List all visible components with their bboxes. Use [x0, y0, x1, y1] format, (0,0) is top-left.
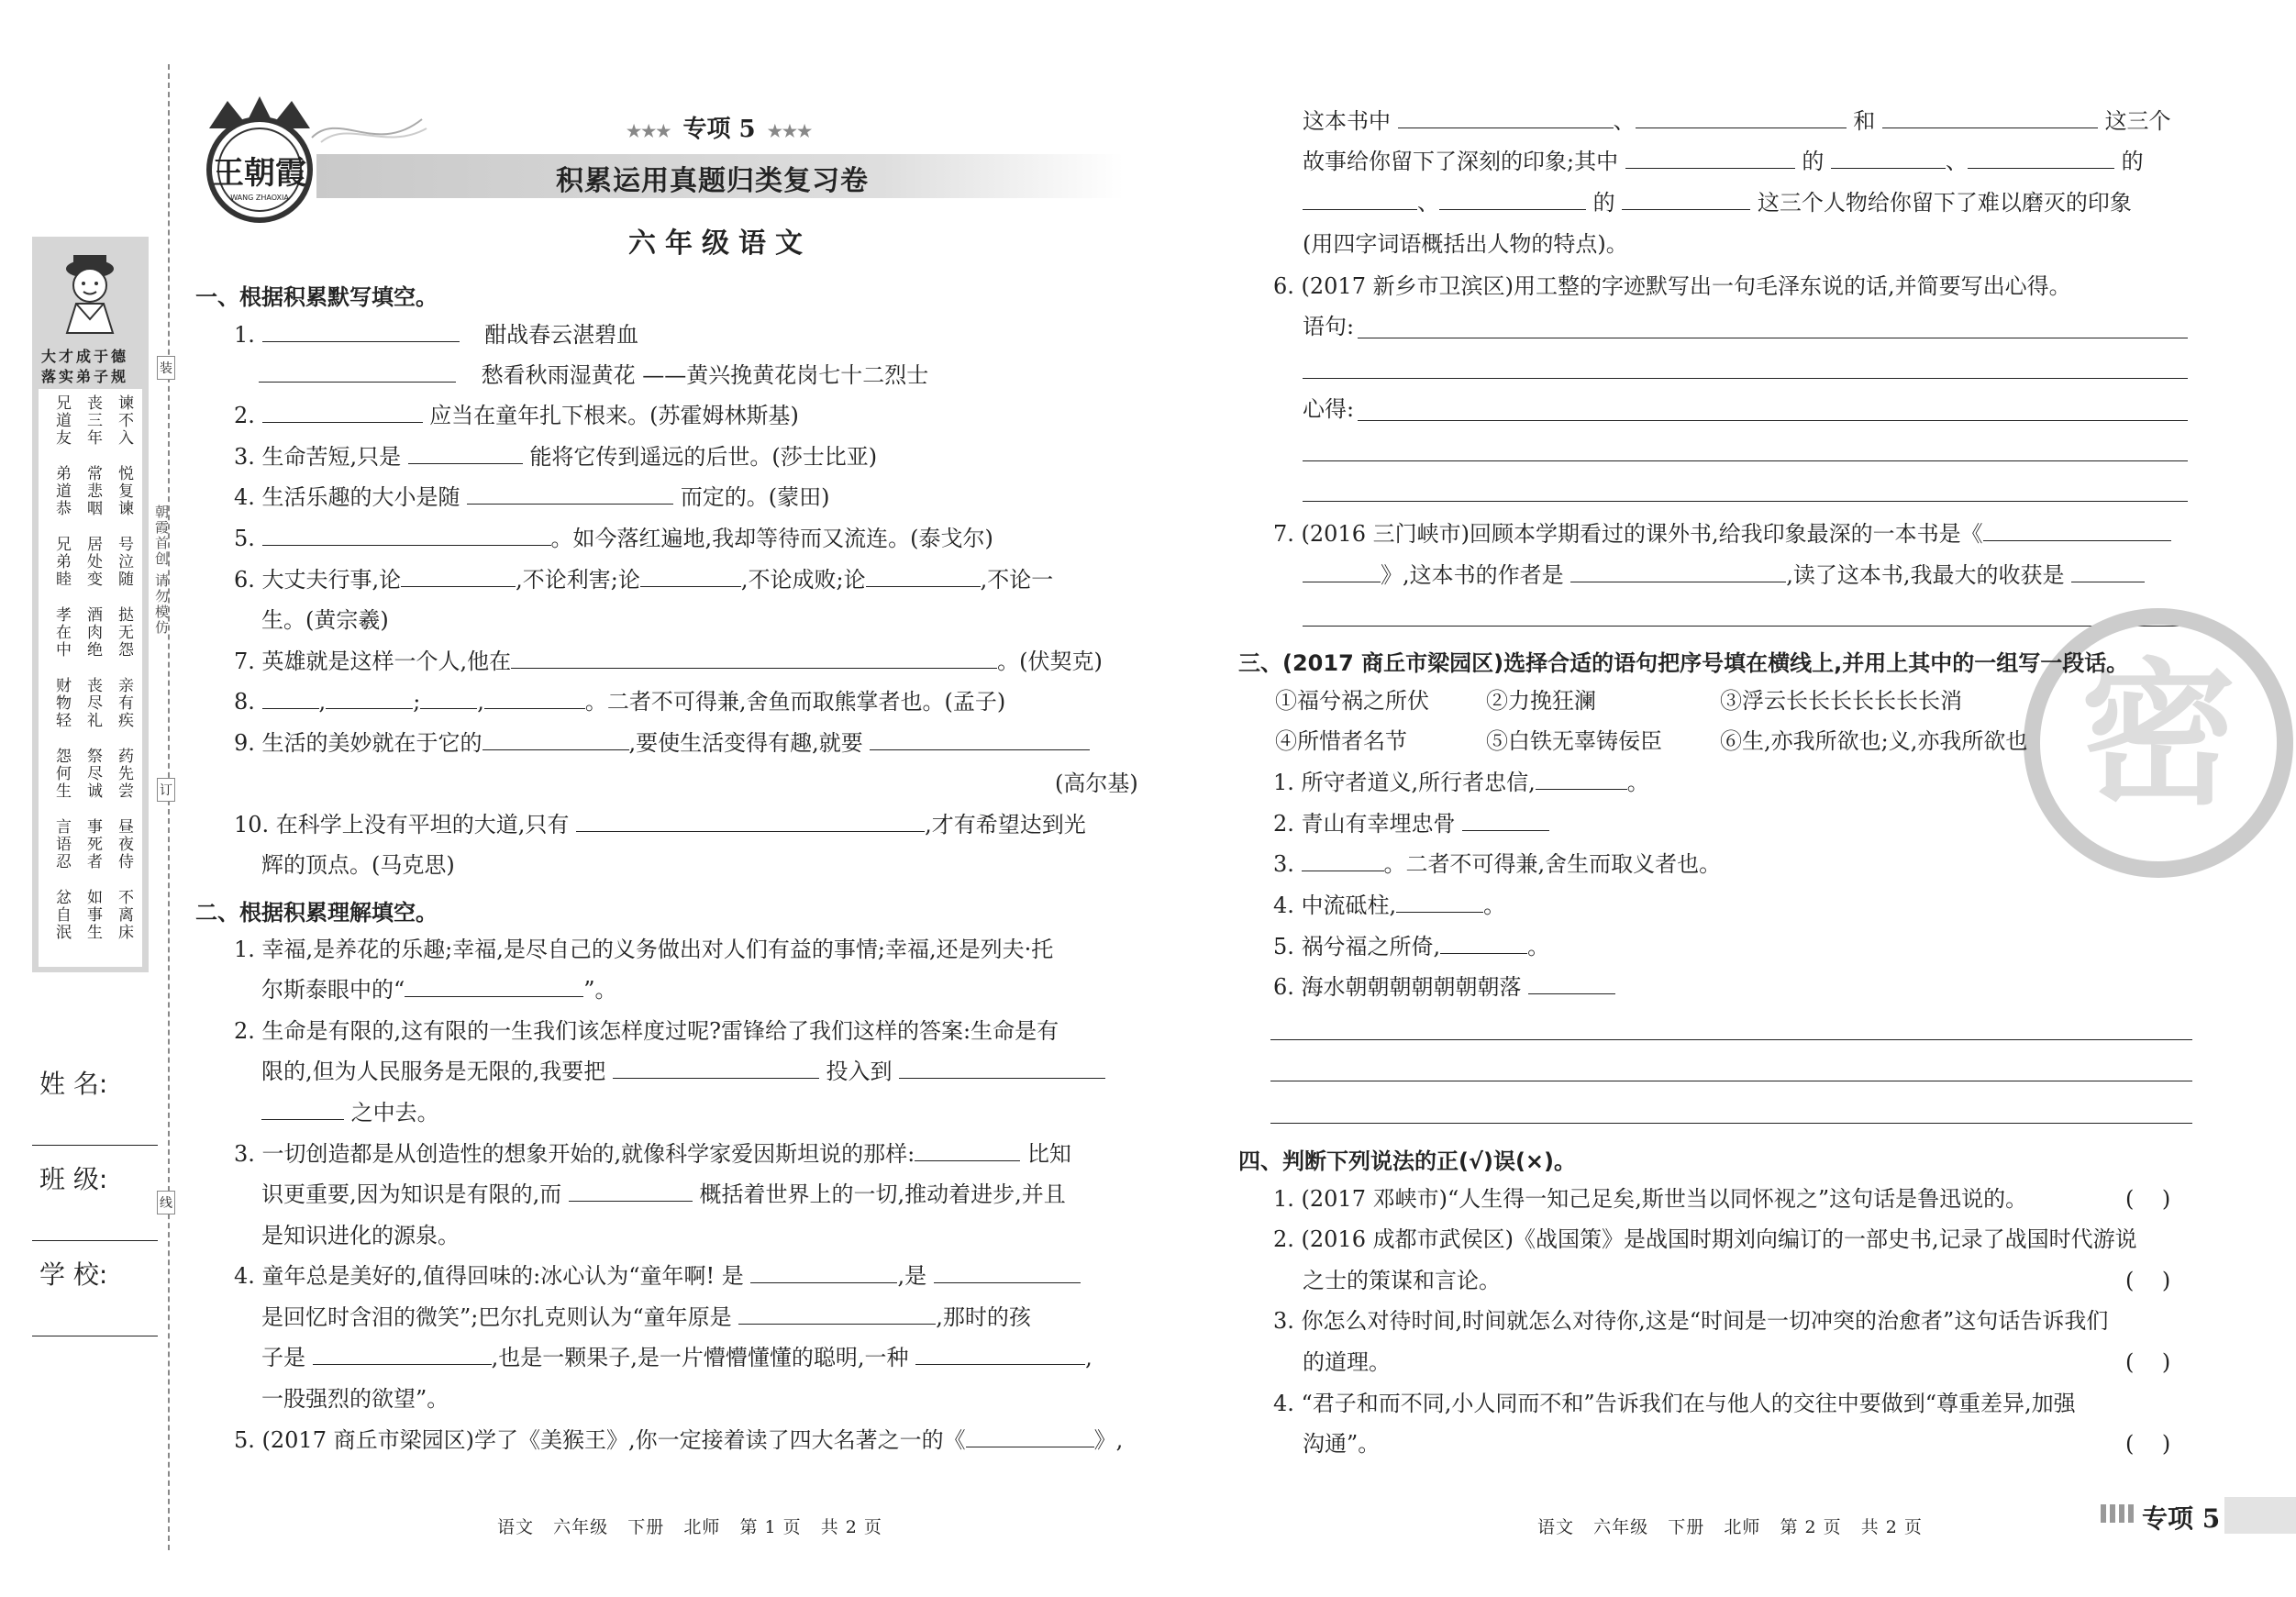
s1-q8: 8. , ; , 。二者不可得兼,舍鱼而取熊掌者也。(孟子)	[234, 689, 1006, 715]
footer-page2: 语文 六年级 下册 北师 第 2 页 共 2 页	[1537, 1517, 1923, 1537]
poem-column: 悦复谏	[115, 465, 133, 517]
s2-q3-c: 是知识进化的源泉。	[261, 1223, 460, 1248]
blank[interactable]	[1968, 148, 2114, 169]
s1-q2: 2. 应当在童年扎下根来。(苏霍姆林斯基)	[234, 403, 799, 428]
star-decoration-left: ★★★	[627, 122, 671, 141]
s2-q7-a: 7. (2016 三门峡市)回顾本学期看过的课外书,给我印象最深的一本书是《	[1273, 514, 2171, 554]
blank[interactable]	[1398, 107, 1614, 128]
poem-column: 财物轻	[52, 677, 71, 729]
s3-option-3: ③浮云长长长长长长长消	[1720, 688, 1962, 714]
blank[interactable]	[262, 688, 319, 709]
s2-q5-a: 5. (2017 商丘市梁园区)学了《美猴王》,你一定接着读了四大名著之一的《 》,	[234, 1427, 1124, 1453]
blank[interactable]	[1439, 189, 1586, 210]
blank[interactable]	[261, 1099, 344, 1120]
poem-column: 挞无怨	[115, 606, 133, 659]
poem-column: 忿自泯	[52, 889, 71, 941]
s3-q5: 5. 祸兮福之所倚, 。	[1273, 934, 1550, 959]
blank[interactable]	[482, 729, 629, 750]
poem-column: 祭尽诚	[83, 748, 102, 800]
doc-title: 积累运用真题归类复习卷	[556, 165, 869, 197]
s2-q1-a: 1. 幸福,是养花的乐趣;幸福,是尽自己的义务做出对人们有益的事情;幸福,还是列夫·托	[234, 937, 1054, 962]
s4-q4-b: 沟通”。	[1303, 1431, 1381, 1457]
copyright-note: 朝霞首创 请勿模仿	[153, 505, 170, 636]
s1-q9-b: (高尔基)	[1055, 771, 1138, 796]
s2-q3-a: 3. 一切创造都是从创造性的想象开始的,就像科学家爱因斯坦说的那样: 比知	[234, 1141, 1071, 1167]
blank[interactable]	[484, 688, 585, 709]
poem-column: 兄道友	[52, 394, 71, 447]
s4-q2-bracket[interactable]: ( )	[2125, 1268, 2171, 1293]
s2-q6-insight-line2[interactable]	[1303, 460, 2188, 461]
blank[interactable]	[1625, 148, 1795, 169]
s2-q7-b: 》,这本书的作者是 ,读了这本书,我最大的收获是	[1303, 555, 2145, 595]
motto-line-1: 大才成于德	[41, 348, 129, 365]
blank[interactable]	[966, 1426, 1094, 1447]
blank[interactable]	[1528, 973, 1615, 994]
s2-q6-insight-line3[interactable]	[1303, 501, 2188, 502]
s2-q5-d: 、 的 这三个人物给你留下了难以磨灭的印象	[1303, 183, 2132, 223]
s4-q3-bracket[interactable]: ( )	[2125, 1349, 2171, 1375]
blank[interactable]	[1440, 933, 1527, 954]
poem-column: 居处变	[83, 536, 102, 588]
cut-line-label-3: 线	[157, 1191, 175, 1214]
s4-q1-bracket[interactable]: ( )	[2125, 1186, 2171, 1212]
blank[interactable]	[259, 361, 456, 383]
s1-q10-b: 辉的顶点。(马克思)	[261, 852, 455, 878]
blank[interactable]	[866, 566, 981, 587]
poem-column: 亲有疾	[115, 677, 133, 729]
poem-column: 丧三年	[83, 394, 102, 447]
blank[interactable]	[1622, 189, 1750, 210]
s3-option-4: ④所惜者名节	[1275, 728, 1407, 754]
s1-q3: 3. 生命苦短,只是 能将它传到遥远的后世。(莎士比亚)	[234, 444, 878, 470]
blank[interactable]	[262, 525, 551, 546]
class-label: 班 级:	[39, 1164, 108, 1194]
poem-column: 酒肉绝	[83, 606, 102, 659]
s2-q6-sentence-line2[interactable]	[1303, 378, 2188, 379]
subject-title: 六年级语文	[628, 227, 812, 260]
blank[interactable]	[313, 1344, 492, 1365]
section1-heading: 一、根据积累默写填空。	[195, 284, 438, 310]
s2-q6-sentence-label: 语句:	[1303, 314, 1355, 339]
section4-heading: 四、判断下列说法的正(√)误(×)。	[1238, 1148, 1576, 1174]
s2-q7-end: 。	[2177, 604, 2199, 629]
svg-text:王朝霞: 王朝霞	[213, 155, 306, 192]
poem-column: 孝在中	[52, 606, 71, 659]
name-field[interactable]	[32, 1145, 158, 1146]
s1-q5: 5. 。如今落红遍地,我却等待而又流连。(泰戈尔)	[234, 526, 993, 551]
poem-column: 如事生	[83, 889, 102, 941]
s3-q6: 6. 海水朝朝朝朝朝朝朝落	[1273, 967, 1615, 1007]
s2-q5-e: (用四字词语概括出人物的特点)。	[1303, 231, 1628, 257]
s2-q4-b: 是回忆时含泪的微笑”;巴尔扎克则认为“童年原是 ,那时的孩	[261, 1304, 1031, 1330]
s3-writing-line-3[interactable]	[1270, 1123, 2192, 1124]
s3-option-5: ⑤白铁无辜铸佞臣	[1486, 728, 1662, 754]
s4-q1: 1. (2017 邓峡市)“人生得一知己足矣,斯世当以同怀视之”这句话是鲁迅说的。	[1273, 1186, 2028, 1212]
blank[interactable]	[1302, 850, 1384, 871]
blank[interactable]	[420, 688, 477, 709]
poem-column: 昼夜侍	[115, 818, 133, 871]
poem-column: 药先尝	[115, 748, 133, 800]
series-row	[627, 110, 812, 144]
section2-heading: 二、根据积累理解填空。	[195, 900, 438, 926]
s4-q4-bracket[interactable]: ( )	[2125, 1431, 2171, 1457]
motto-line-2: 落实弟子规	[41, 368, 129, 385]
s4-q2-b: 之士的策谋和言论。	[1303, 1268, 1501, 1293]
s3-q4: 4. 中流砥柱, 。	[1273, 893, 1506, 918]
s4-q3-b: 的道理。	[1303, 1349, 1391, 1375]
s1-q1-a: 1. 酣战春云湛碧血	[234, 322, 639, 348]
footer-tag-decoration	[2101, 1504, 2137, 1523]
ribbon-decoration	[303, 101, 431, 156]
s1-q1-b: 愁看秋雨湿黄花 ——黄兴挽黄花岗七十二烈士	[259, 355, 928, 395]
footer-tag-bg	[2224, 1497, 2296, 1534]
cut-line-label-2: 订	[157, 778, 175, 802]
s3-q1: 1. 所守者道义,所行者忠信, 。	[1273, 770, 1649, 795]
section3-heading: 三、(2017 商丘市梁园区)选择合适的语句把序号填在横线上,并用上其中的一组写一段话。	[1238, 650, 2129, 676]
poem-column: 事死者	[83, 818, 102, 871]
s1-q7: 7. 英雄就是这样一个人,他在 。(伏契克)	[234, 649, 1103, 674]
blank[interactable]	[934, 1262, 1081, 1283]
blank[interactable]	[1983, 520, 2171, 541]
s1-q4: 4. 生活乐趣的大小是随 而定的。(蒙田)	[234, 484, 830, 510]
s3-option-1: ①福兮祸之所伏	[1275, 688, 1429, 714]
s2-q4-d: 一股强烈的欲望”。	[261, 1386, 449, 1412]
poem-column: 丧尽礼	[83, 677, 102, 729]
name-label: 姓 名:	[39, 1069, 108, 1099]
svg-text:密: 密	[2080, 645, 2237, 826]
s4-q3-a: 3. 你怎么对待时间,时间就怎么对待你,这是“时间是一切冲突的治愈者”这句话告诉我们	[1273, 1308, 2109, 1334]
blank[interactable]	[915, 1344, 1085, 1365]
blank[interactable]	[511, 648, 997, 669]
sidebar-panel	[32, 237, 149, 972]
blank[interactable]	[915, 1140, 1020, 1161]
s2-q6-insight-label: 心得:	[1303, 396, 1355, 422]
s2-q6-a: 6. (2017 新乡市卫滨区)用工整的字迹默写出一句毛泽东说的话,并简要写出心得。	[1273, 273, 2071, 299]
s2-q6-insight-line[interactable]	[1358, 420, 2188, 421]
blank[interactable]	[401, 566, 516, 587]
blank[interactable]	[640, 566, 741, 587]
blank[interactable]	[870, 729, 1090, 750]
blank[interactable]	[1831, 148, 1946, 169]
class-field[interactable]	[32, 1240, 158, 1241]
s2-q5-b: 这本书中 、 和 这三个	[1303, 108, 2171, 134]
s2-q2-c: 之中去。	[261, 1092, 439, 1133]
s2-q4-a: 4. 童年总是美好的,值得回味的:冰心认为“童年啊! 是 ,是	[234, 1256, 1081, 1296]
s3-option-6: ⑥生,亦我所欲也;义,亦我所欲也	[1720, 728, 2028, 754]
binding-fold-line	[168, 64, 170, 1550]
s2-q1-b: 尔斯泰眼中的“ ”。	[261, 977, 617, 1003]
blank[interactable]	[1882, 107, 2098, 128]
s1-q10-a: 10. 在科学上没有平坦的大道,只有 ,才有希望达到光	[234, 812, 1086, 837]
s4-q4-a: 4. “君子和而不同,小人同而不和”告诉我们在与他人的交往中要做到“尊重差异,加强	[1273, 1391, 2076, 1416]
blank[interactable]	[408, 443, 523, 464]
poem-column: 谏不入	[115, 394, 133, 447]
blank[interactable]	[738, 1303, 936, 1325]
svg-text:WANG ZHAOXIA: WANG ZHAOXIA	[230, 194, 289, 202]
blank[interactable]	[326, 688, 413, 709]
s2-q2-b: 限的,但为人民服务是无限的,我要把 投入到	[261, 1051, 1105, 1092]
poem-column: 言语忍	[52, 818, 71, 871]
blank[interactable]	[1303, 189, 1417, 210]
blank[interactable]	[1536, 769, 1627, 790]
blank[interactable]	[750, 1262, 897, 1283]
s1-q6-b: 生。(黄宗羲)	[261, 607, 389, 633]
poem-column: 不离床	[115, 889, 133, 941]
school-label: 学 校:	[39, 1259, 108, 1290]
poem-grid	[41, 394, 140, 963]
s2-q2-a: 2. 生命是有限的,这有限的一生我们该怎样度过呢?雷锋给了我们这样的答案:生命是有	[234, 1018, 1059, 1044]
s2-q4-c: 子是 ,也是一颗果子,是一片懵懵懂懂的聪明,一种 ,	[261, 1345, 1093, 1370]
s1-q9-a: 9. 生活的美妙就在于它的 ,要使生活变得有趣,就要	[234, 723, 1090, 763]
blank[interactable]	[569, 1181, 693, 1202]
s1-q6-a: 6. 大丈夫行事,论 ,不论利害;论 ,不论成败;论 ,不论一	[234, 567, 1054, 593]
blank[interactable]	[262, 402, 423, 423]
series-label: 专项 5	[682, 116, 756, 143]
blank[interactable]	[1636, 107, 1847, 128]
s2-q5-c: 故事给你留下了深刻的印象;其中 的 、 的	[1303, 149, 2144, 174]
scholar-cartoon-icon	[32, 241, 149, 342]
poem-column: 怨何生	[52, 748, 71, 800]
cut-line-label-1: 装	[157, 356, 175, 380]
blank[interactable]	[613, 1058, 819, 1079]
s3-option-2: ②力挽狂澜	[1486, 688, 1596, 714]
blank[interactable]	[467, 483, 673, 505]
blank[interactable]	[576, 811, 925, 832]
s4-q2-a: 2. (2016 成都市武侯区)《战国策》是战国时期刘向编订的一部史书,记录了战国时代游说	[1273, 1226, 2137, 1252]
s3-q3: 3. 。二者不可得兼,舍生而取义者也。	[1273, 851, 1722, 877]
blank[interactable]	[262, 321, 460, 342]
footer-tag: 专项 5	[2142, 1503, 2221, 1534]
blank[interactable]	[405, 976, 583, 997]
s2-q3-b: 识更重要,因为知识是有限的,而 概括着世界上的一切,推动着进步,并且	[261, 1181, 1066, 1207]
blank[interactable]	[1462, 810, 1549, 831]
poem-column: 兄弟睦	[52, 536, 71, 588]
poem-column: 弟道恭	[52, 465, 71, 517]
blank[interactable]	[899, 1058, 1105, 1079]
footer-page1: 语文 六年级 下册 北师 第 1 页 共 2 页	[497, 1517, 882, 1537]
blank[interactable]	[1303, 561, 1381, 582]
s3-q2: 2. 青山有幸埋忠骨	[1273, 804, 1549, 844]
blank[interactable]	[1570, 561, 1786, 582]
star-decoration-right: ★★★	[767, 122, 813, 141]
poem-column: 号泣随	[115, 536, 133, 588]
blank[interactable]	[1396, 892, 1483, 913]
poem-column: 常悲咽	[83, 465, 102, 517]
s3-writing-line-1[interactable]	[1270, 1039, 2192, 1040]
blank[interactable]	[2071, 561, 2145, 582]
